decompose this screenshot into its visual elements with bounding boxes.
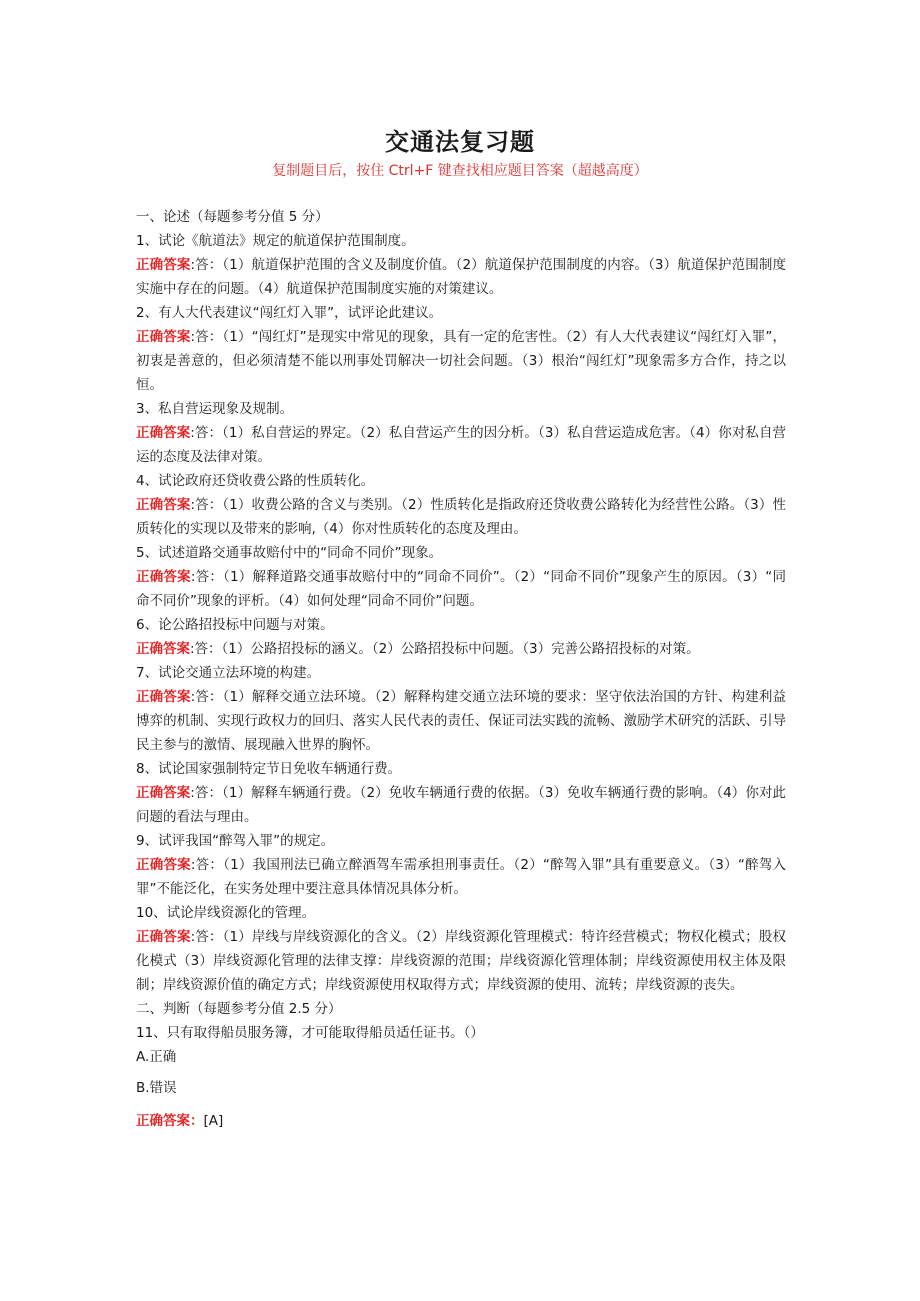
question: 9、试评我国“醉驾入罪”的规定。 — [136, 833, 335, 849]
question: 5、试述道路交通事故赔付中的“同命不同价”现象。 — [136, 545, 443, 561]
answer-label: 正确答案 — [136, 329, 191, 345]
answer-text: :答：（1）解释车辆通行费。（2）免收车辆通行费的依据。（3）免收车辆通行费的影响。（4）你对此问题的看法与理由。 — [136, 785, 787, 825]
question: 7、试论交通立法环境的构建。 — [136, 665, 321, 681]
answer — [136, 637, 786, 661]
answer-label: 正确答案 — [136, 257, 191, 273]
answer — [136, 925, 786, 997]
question: 8、试论国家强制特定节日免收车辆通行费。 — [136, 761, 402, 777]
answer — [136, 565, 786, 613]
answer-label: 正确答案 — [136, 689, 191, 705]
answer-label: 正确答案 — [136, 569, 191, 585]
answer — [136, 781, 786, 829]
section-header-essay: 一、论述（每题参考分值 5 分） — [136, 209, 329, 225]
answer — [136, 421, 786, 469]
answer-text: :答：（1）收费公路的含义与类别。（2）性质转化是指政府还贷收费公路转化为经营性公路。（3）性质转化的实现以及带来的影响,（4）你对性质转化的态度及理由。 — [136, 497, 786, 537]
answer-label: 正确答案 — [136, 929, 191, 945]
answer — [136, 853, 786, 901]
answer-label: 正确答案 — [136, 497, 191, 513]
document-body — [136, 205, 786, 1133]
answer-text: :答：（1）航道保护范围的含义及制度价值。（2）航道保护范围制度的内容。（3）航道保护范围制度实施中存在的问题。（4）航道保护范围制度实施的对策建议。 — [136, 257, 786, 297]
answer-text: :答：（1）岸线与岸线资源化的含义。（2）岸线资源化管理模式：特许经营模式；物权化模式；股权化模式（3）岸线资源化管理的法律支撑：岸线资源的范围；岸线资源化管理体制；岸线资源使用权主体及限制；岸线资源价值的确定方式；岸线资源使用权取得方式；岸线资源的使用、流转；岸线资源的丧失。 — [136, 929, 786, 993]
answer-text: :答：（1）“闯红灯”是现实中常见的现象，具有一定的危害性。（2）有人大代表建议“闯红灯入罪”，初衷是善意的，但必须清楚不能以刑事处罚解决一切社会问题。（3）根治“闯红灯”现象需多方合作，持之以恒。 — [136, 329, 787, 393]
page-title: 交通法复习题 — [385, 128, 535, 156]
question: 1、试论《航道法》规定的航道保护范围制度。 — [136, 233, 415, 249]
option-a: A.正确 — [136, 1049, 177, 1065]
answer — [136, 325, 786, 397]
answer-text: :答：（1）解释道路交通事故赔付中的“同命不同价”。（2）“同命不同价”现象产生的原因。（3）“同命不同价”现象的评析。（4）如何处理“同命不同价”问题。 — [136, 569, 786, 609]
answer-text: :答：（1）我国刑法已确立醉酒驾车需承担刑事责任。（2）“醉驾入罪”具有重要意义。（3）“醉驾入罪”不能泛化，在实务处理中要注意具体情况具体分析。 — [136, 857, 787, 897]
answer — [136, 493, 786, 541]
question: 6、论公路招投标中问题与对策。 — [136, 617, 334, 633]
answer-value: [A] — [203, 1113, 224, 1129]
answer — [136, 253, 786, 301]
answer — [136, 685, 786, 757]
section-header-judge: 二、判断（每题参考分值 2.5 分） — [136, 1001, 342, 1017]
question: 4、试论政府还贷收费公路的性质转化。 — [136, 473, 375, 489]
question: 11、只有取得船员服务簿，才可能取得船员适任证书。（） — [136, 1025, 484, 1041]
option-b: B.错误 — [136, 1080, 177, 1096]
answer-label: 正确答案 — [136, 641, 190, 657]
answer-label: 正确答案 — [136, 425, 191, 441]
question: 10、试论岸线资源化的管理。 — [136, 905, 316, 921]
question: 2、有人大代表建议“闯红灯入罪”，试评论此建议。 — [136, 305, 443, 321]
question: 3、私自营运现象及规制。 — [136, 401, 294, 417]
answer-label: 正确答案 — [136, 1113, 190, 1129]
answer: 正确答案：[A] — [136, 1113, 224, 1129]
answer-label: 正确答案 — [136, 785, 191, 801]
page-subtitle: 复制题目后，按住 Ctrl+F 键查找相应题目答案（超越高度） — [272, 163, 648, 179]
answer-label: 正确答案 — [136, 857, 191, 873]
answer-text: :答：（1）私自营运的界定。（2）私自营运产生的因分析。（3）私自营运造成危害。（4）你对私自营运的态度及法律对策。 — [136, 425, 787, 465]
answer-text: :答：（1）公路招投标的涵义。（2）公路招投标中问题。（3）完善公路招投标的对策。 — [190, 641, 700, 657]
answer-text: :答：（1）解释交通立法环境。（2）解释构建交通立法环境的要求：坚守依法治国的方针、构建利益博弈的机制、实现行政权力的回归、落实人民代表的责任、保证司法实践的流畅、激励学术研究的活跃、引导民主参与的激情、展现融入世界的胸怀。 — [136, 689, 786, 753]
